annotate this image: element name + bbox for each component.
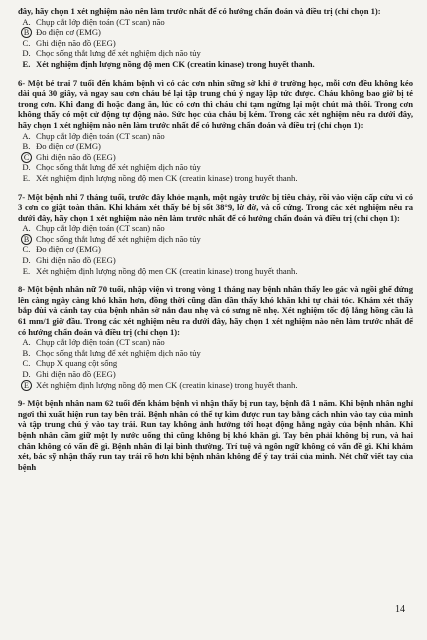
option-letter: A. xyxy=(22,223,31,234)
option-text: Chọc sống thắt lưng để xét nghiệm dịch não tủy xyxy=(36,162,201,173)
question-stem: 6- Một bé trai 7 tuổi đến khám bệnh vì có các cơn nhìn sững sờ khi ở trường học, mỗi cơn đều không kéo dài quá 30 giây, và ngay sau cơn cháu bé lại tập trung chú ý ngay lập tức được. Cháu không bao giờ bị té trong cơn. Khi đang đi hoặc đang ăn, lúc có cơn thì cháu chỉ tạm ngừng lại một chút mà thôi. Trong cơn không thấy có một cử động tự động nào. Sức học của cháu bị kém. Trong các xét nghiệm nêu ra dưới đây, hãy chọn 1 xét nghiệm nào nên làm trước nhất để có hướng chẩn đoán và điều trị (chỉ chọn 1): xyxy=(18,77,413,130)
option-text: Ghi điện não đồ (EEG) xyxy=(36,37,116,48)
option-letter: D. xyxy=(22,48,31,59)
option-text: Xét nghiệm định lượng nồng độ men CK (creatin kinase) trong huyết thanh. xyxy=(36,172,298,183)
option-letter: E. xyxy=(22,172,31,183)
question-6 xyxy=(18,78,413,184)
option-list xyxy=(18,17,413,70)
option-text: Chọc sống thắt lưng để xét nghiệm dịch não tủy xyxy=(36,48,201,59)
option-a xyxy=(18,337,413,348)
option-d xyxy=(18,162,413,173)
question-9 xyxy=(18,398,413,472)
option-text: Xét nghiệm định lượng nồng độ men CK (creatin kinase) trong huyết thanh. xyxy=(36,265,298,276)
option-text: Chọc sống thắt lưng để xét nghiệm dịch não tủy xyxy=(36,233,201,244)
option-d xyxy=(18,369,413,380)
option-a xyxy=(18,131,413,142)
option-letter: A. xyxy=(22,16,31,27)
option-letter: A. xyxy=(22,130,31,141)
option-b xyxy=(18,141,413,152)
option-letter: D. xyxy=(22,162,31,173)
option-c xyxy=(18,38,413,49)
option-e xyxy=(18,59,413,70)
option-text: Chụp cắt lớp điện toán (CT scan) não xyxy=(36,130,165,141)
question-stem: đây, hãy chọn 1 xét nghiệm nào nên làm trước nhất để có hướng chẩn đoán và điều trị (chỉ chọn 1): xyxy=(18,6,381,16)
option-b xyxy=(18,348,413,359)
option-letter: A. xyxy=(22,337,31,348)
option-text: Chụp cắt lớp điện toán (CT scan) não xyxy=(36,223,165,234)
option-a xyxy=(18,17,413,28)
option-list xyxy=(18,223,413,276)
option-letter: E. xyxy=(22,265,31,276)
option-a xyxy=(18,223,413,234)
option-text: Đo điện cơ (EMG) xyxy=(36,27,101,38)
option-text: Chọc sống thắt lưng để xét nghiệm dịch não tủy xyxy=(36,347,201,358)
option-letter: B. xyxy=(22,347,31,358)
circled-letter: C xyxy=(21,152,32,163)
circled-letter: B xyxy=(21,234,32,245)
option-letter: C. xyxy=(22,358,31,369)
option-letter: D. xyxy=(22,369,31,379)
option-c xyxy=(18,244,413,255)
option-b-circled xyxy=(18,27,413,38)
option-letter: C. xyxy=(22,244,31,255)
page-number: 14 xyxy=(395,604,405,616)
option-e xyxy=(18,173,413,184)
option-text: Xét nghiệm định lượng nồng độ men CK (creatin kinase) trong huyết thanh. xyxy=(36,58,315,69)
option-e xyxy=(18,266,413,277)
circled-letter: E xyxy=(21,380,32,391)
option-text: Ghi điện não đồ (EEG) xyxy=(36,255,116,266)
option-letter: D. xyxy=(22,255,31,266)
option-letter: B. xyxy=(22,141,31,152)
option-text: Chụp cắt lớp điện toán (CT scan) não xyxy=(36,16,165,27)
question-stem: 9- Một bệnh nhân nam 62 tuổi đến khám bệnh vì nhận thấy bị run tay, bệnh đã 1 năm. Khi bệnh nhân nghỉ ngơi thì xuất hiện run tay bên trái. Bệnh nhân có thể tự kìm được run tay bằng cách nhìn vào tay của mình và tập trung chú ý vào tay trái. Run tay không ảnh hưởng tới hoạt động hằng ngày của bệnh nhân. Khi bệnh nhân cầm giữ một ly nước uống thì cũng không bị khó khăn gì. Tay bên phải không bị run, và hai chân không có vấn đề gì. Bệnh nhân đi lại bình thường. Trí tuệ và ngôn ngữ không có vấn đề gì. Khi khám xét, bác sỹ nhận thấy run tay trái rõ hơn khi bệnh nhân không để ý tay trái của mình. Nét chữ viết tay của bệnh xyxy=(18,398,413,472)
option-c xyxy=(18,358,413,369)
question-8 xyxy=(18,284,413,390)
circled-letter: B xyxy=(21,27,32,38)
option-list xyxy=(18,131,413,184)
option-text: Đo điện cơ (EMG) xyxy=(36,141,101,152)
option-text: Chụp cắt lớp điện toán (CT scan) não xyxy=(36,337,165,348)
option-c-circled xyxy=(18,152,413,163)
option-text: Chụp X quang cột sống xyxy=(36,358,118,369)
option-b-circled xyxy=(18,234,413,245)
option-d xyxy=(18,255,413,266)
option-list xyxy=(18,337,413,390)
option-text: Ghi điện não đồ (EEG) xyxy=(36,151,116,162)
question-stem: 7- Một bệnh nhi 7 tháng tuổi, trước đây khỏe mạnh, một ngày trước bị tiêu chảy, rồi vào viện cấp cứu vì có 3 cơn co giật toàn thân. Khi khám xét thấy bé bị sốt 38°9, lờ đờ, và cổ cứng. Trong các xét nghiệm nêu ra dưới đây, hãy chọn 1 xét nghiệm nào nên làm trước nhất để có hướng chẩn đoán và điều trị (chỉ chọn 1): xyxy=(18,191,413,223)
option-text: Ghi điện não đồ (EEG) xyxy=(36,369,116,379)
option-text: Đo điện cơ (EMG) xyxy=(36,244,101,255)
question-5-tail xyxy=(18,6,413,70)
option-e-circled xyxy=(18,380,413,391)
question-stem: 8- Một bệnh nhân nữ 70 tuổi, nhập viện vì trong vòng 1 tháng nay bệnh nhân thấy leo gác và ngồi ghế đứng lên càng ngày càng khó khăn hơn, đồng thời cũng dần dần thấy khó khăn khi tự chải tóc. Khám xét thấy bắp đùi và cánh tay của bệnh nhân sờ nắn đau nhẹ và có sưng nề nhẹ. Xét nghiệm tốc độ lắng hồng cầu là 61 mm/1 giờ đầu. Trong các xét nghiệm nêu ra dưới đây, hãy chọn 1 xét nghiệm nào nên làm trước nhất để có hướng chẩn đoán và điều trị (chỉ chọn 1): xyxy=(18,284,413,337)
option-letter: E. xyxy=(22,58,31,69)
option-letter: C. xyxy=(22,37,31,48)
option-text: Xét nghiệm định lượng nồng độ men CK (creatin kinase) trong huyết thanh. xyxy=(36,379,298,390)
question-7 xyxy=(18,192,413,277)
option-d xyxy=(18,48,413,59)
